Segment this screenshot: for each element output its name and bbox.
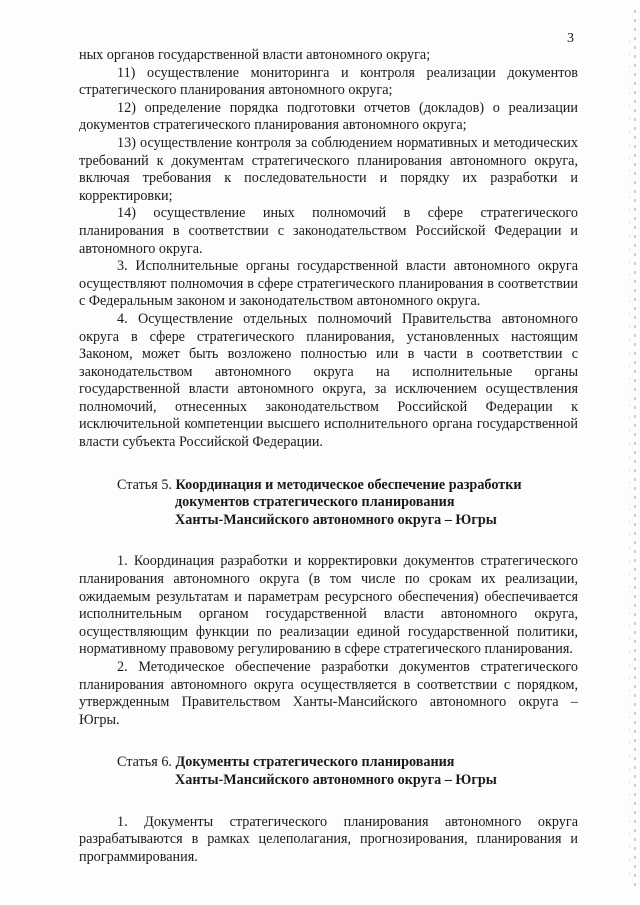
paragraph-item-11: 11) осуществление мониторинга и контроля реализации документов стратегического планирования автономного округа; bbox=[79, 64, 578, 99]
page-number: 3 bbox=[567, 31, 574, 46]
paragraph-item-12: 12) определение порядка подготовки отчетов (докладов) о реализации документов стратегического планирования автономного округа; bbox=[79, 99, 578, 134]
article-6-heading bbox=[79, 754, 578, 789]
document-body bbox=[79, 47, 578, 866]
article-6-title-line1: Документы стратегического планирования bbox=[175, 754, 455, 771]
article-6-paragraph-1: 1. Документы стратегического планирования автономного округа разрабатываются в рамках целеполагания, прогнозирования, планирования и программирования. bbox=[79, 813, 578, 865]
article-5-paragraph-1: 1. Координация разработки и корректировки документов стратегического планирования автономного округа (в том числе по срокам их реализации, ожидаемым результатам и параметрам ресурсного обеспечения) обеспечивается исполнительным органом государственной власти автономного округа, осуществляющим функции по реализации единой государственной политики, нормативному правовому регулированию в сфере стратегического планирования. bbox=[79, 553, 578, 658]
scan-edge-marks bbox=[634, 10, 636, 890]
article-5-paragraph-2: 2. Методическое обеспечение разработки документов стратегического планирования автономного округа осуществляется в соответствии с порядком, утвержденным Правительством Ханты-Мансийского автономного округа – Югры. bbox=[79, 659, 578, 728]
article-5-heading bbox=[79, 477, 578, 530]
article-5-title-line1: Координация и методическое обеспечение разработки bbox=[175, 476, 522, 493]
scan-edge-marks-secondary bbox=[629, 40, 630, 880]
paragraph-item-14: 14) осуществление иных полномочий в сфере стратегического планирования в соответствии с законодательством Российской Федерации и автономного округа. bbox=[79, 205, 578, 257]
paragraph-point-3: 3. Исполнительные органы государственной власти автономного округа осуществляют полномочия в сфере стратегического планирования в соответствии с Федеральным законом и законодательством автономного округа. bbox=[79, 258, 578, 310]
article-5-title-line3: Ханты-Мансийского автономного округа – Югры bbox=[175, 511, 497, 528]
paragraph-continuation: ных органов государственной власти автономного округа; bbox=[79, 47, 431, 63]
article-6-prefix: Статья 6. bbox=[117, 754, 176, 771]
article-5-title-line2: документов стратегического планирования bbox=[175, 494, 455, 511]
article-5-prefix: Статья 5. bbox=[117, 476, 176, 493]
paragraph-item-13: 13) осуществление контроля за соблюдением нормативных и методических требований к документам стратегического планирования автономного округа, включая требования к последовательности и порядку их разработки и корректировки; bbox=[79, 134, 578, 204]
article-6-title-line2: Ханты-Мансийского автономного округа – Югры bbox=[175, 771, 497, 788]
paragraph-point-4: 4. Осуществление отдельных полномочий Правительства автономного округа в сфере стратегического планирования, установленных настоящим Законом, может быть возложено полностью или в части в соответствии с законодательством автономного округа на исполнительные органы государственной власти автономного округа, за исключением осуществления полномочий, отнесенных законодательством Российской Федерации к исключительной компетенции высшего исполнительного органа государственной власти субъекта Российской Федерации. bbox=[79, 310, 578, 451]
